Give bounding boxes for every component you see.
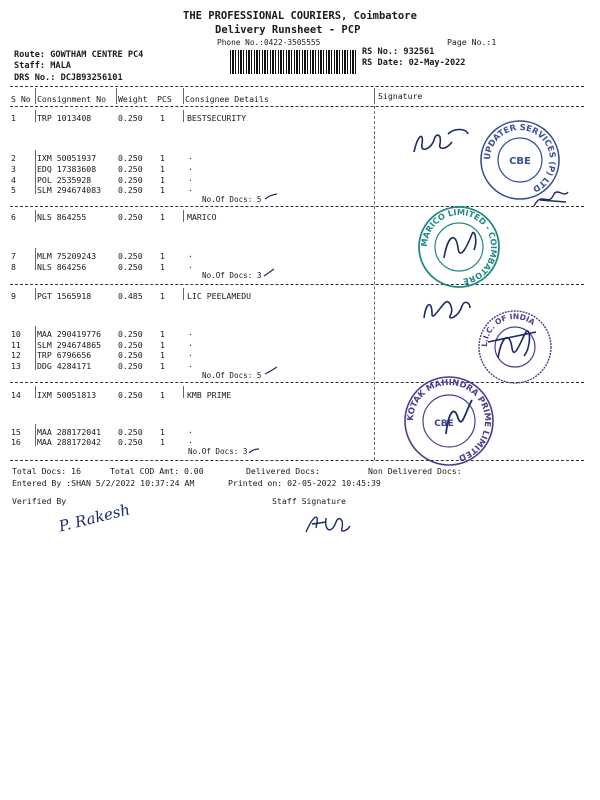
row-sno: 3 — [11, 164, 16, 174]
row-sno: 5 — [11, 185, 16, 195]
row-divider — [35, 150, 36, 194]
svg-text:CBE: CBE — [509, 156, 531, 167]
row-consignment: EDQ 17383608 — [37, 164, 97, 174]
row-divider — [35, 248, 36, 270]
row-consignment: NLS 864256 — [37, 262, 87, 272]
staff-label: Staff: MALA — [14, 61, 71, 71]
row-weight: 0.250 — [118, 437, 143, 447]
col-weight: Weight — [118, 94, 148, 104]
row-weight: 0.250 — [118, 340, 143, 350]
row-pcs: 1 — [160, 390, 165, 400]
row-consignment: SLM 294674865 — [37, 340, 102, 350]
rs-date: RS Date: 02-May-2022 — [362, 58, 466, 68]
row-sno: 12 — [11, 350, 21, 360]
row-divider — [35, 110, 36, 122]
row-divider — [35, 210, 36, 222]
row-weight: 0.250 — [118, 350, 143, 360]
document-title: Delivery Runsheet - PCP — [215, 24, 361, 36]
total-cod: Total COD Amt: 0.00 — [110, 466, 204, 476]
tick-mark — [264, 193, 278, 201]
row-weight: 0.250 — [118, 329, 143, 339]
row-sno: 1 — [11, 113, 16, 123]
non-delivered-docs: Non Delivered Docs: — [368, 466, 462, 476]
row-divider — [35, 386, 36, 398]
row-consignment: POL 2535928 — [37, 175, 92, 185]
col-divider — [374, 88, 375, 104]
row-consignment: MAA 288172041 — [37, 427, 102, 437]
row-pcs: 1 — [160, 185, 165, 195]
row-pcs: 1 — [160, 291, 165, 301]
svg-text:CBE: CBE — [434, 419, 454, 429]
row-marker: . — [188, 249, 193, 259]
consignee-signature — [420, 292, 474, 326]
docs-count: No.Of Docs: 5 — [202, 371, 262, 380]
row-pcs: 1 — [160, 437, 165, 447]
company-name: THE PROFESSIONAL COURIERS, Coimbatore — [183, 10, 417, 22]
row-divider — [183, 210, 184, 222]
entered-by: Entered By :SHAN 5/2/2022 10:37:24 AM — [12, 478, 195, 488]
drs-number: DRS No.: DCJB93256101 — [14, 73, 123, 83]
row-marker: . — [188, 260, 193, 270]
row-pcs: 1 — [160, 153, 165, 163]
row-sno: 10 — [11, 329, 21, 339]
svg-text:L.I.C. OF INDIA: L.I.C. OF INDIA — [479, 311, 537, 348]
row-marker: . — [188, 162, 193, 172]
row-consignment: PGT 1565918 — [37, 291, 92, 301]
row-sno: 16 — [11, 437, 21, 447]
row-consignment: IXM 50051813 — [37, 390, 97, 400]
consignee-signature — [530, 186, 572, 212]
consignee-signature — [408, 124, 470, 160]
row-weight: 0.250 — [118, 175, 143, 185]
row-sno: 7 — [11, 251, 16, 261]
row-consignment: DDG 4284171 — [37, 361, 92, 371]
consignee-name: KMB PRIME — [187, 390, 232, 400]
marico-stamp — [416, 204, 502, 292]
row-divider — [183, 288, 184, 300]
row-pcs: 1 — [160, 427, 165, 437]
col-divider — [35, 88, 36, 104]
row-marker: . — [188, 151, 193, 161]
row-pcs: 1 — [160, 175, 165, 185]
row-weight: 0.250 — [118, 113, 143, 123]
row-pcs: 1 — [160, 212, 165, 222]
col-divider — [116, 88, 117, 104]
kotak-mahindra-stamp — [402, 374, 496, 470]
col-pcs: PCS — [157, 94, 172, 104]
table-bottom-rule — [10, 460, 584, 461]
row-consignment: SLM 294674083 — [37, 185, 102, 195]
row-weight: 0.250 — [118, 390, 143, 400]
row-pcs: 1 — [160, 361, 165, 371]
rs-number: RS No.: 932561 — [362, 47, 435, 57]
row-consignment: IXM 50051937 — [37, 153, 97, 163]
row-weight: 0.250 — [118, 185, 143, 195]
col-consignment: Consignment No — [37, 94, 107, 104]
col-consignee: Consignee Details — [185, 94, 269, 104]
row-divider — [35, 326, 36, 370]
svg-text:MARICO LIMITED - COIMBATORE: MARICO LIMITED - COIMBATORE — [418, 206, 500, 287]
row-sno: 8 — [11, 262, 16, 272]
row-marker: . — [188, 338, 193, 348]
row-weight: 0.250 — [118, 262, 143, 272]
row-marker: . — [188, 359, 193, 369]
row-marker: . — [188, 327, 193, 337]
row-marker: . — [188, 435, 193, 445]
row-consignment: TRP 6796656 — [37, 350, 92, 360]
delivered-docs: Delivered Docs: — [246, 466, 320, 476]
consignee-name: LIC PEELAMEDU — [187, 291, 252, 301]
row-pcs: 1 — [160, 329, 165, 339]
row-sno: 11 — [11, 340, 21, 350]
row-pcs: 1 — [160, 350, 165, 360]
row-weight: 0.250 — [118, 212, 143, 222]
row-sno: 6 — [11, 212, 16, 222]
barcode — [230, 50, 358, 74]
svg-text:KOTAK MAHINDRA PRIME LIMITED: KOTAK MAHINDRA PRIME LIMITED — [404, 376, 494, 464]
signature-column-divider — [374, 106, 375, 460]
header-rule-top — [10, 86, 584, 87]
row-divider — [35, 288, 36, 300]
row-consignment: NLS 864255 — [37, 212, 87, 222]
tick-mark — [264, 366, 278, 376]
row-consignment: MLM 75209243 — [37, 251, 97, 261]
docs-count: No.Of Docs: 5 — [202, 195, 262, 204]
row-pcs: 1 — [160, 251, 165, 261]
row-weight: 0.250 — [118, 427, 143, 437]
row-divider — [35, 424, 36, 446]
row-sno: 9 — [11, 291, 16, 301]
printed-on: Printed on: 02-05-2022 10:45:39 — [228, 478, 381, 488]
row-marker: . — [188, 348, 193, 358]
phone-number: Phone No.:0422-3505555 — [217, 38, 321, 47]
row-weight: 0.250 — [118, 153, 143, 163]
row-weight: 0.250 — [118, 251, 143, 261]
page-number: Page No.:1 — [447, 37, 497, 47]
row-marker: . — [188, 183, 193, 193]
row-marker: . — [188, 425, 193, 435]
row-pcs: 1 — [160, 340, 165, 350]
row-sno: 15 — [11, 427, 21, 437]
staff-signature — [302, 508, 354, 538]
row-sno: 13 — [11, 361, 21, 371]
row-consignment: TRP 1013408 — [37, 113, 92, 123]
tick-mark — [248, 446, 260, 454]
consignee-name: MARICO — [187, 212, 217, 222]
header-rule-bottom — [10, 106, 584, 107]
row-sno: 2 — [11, 153, 16, 163]
row-consignment: MAA 288172042 — [37, 437, 102, 447]
col-sno: S No — [11, 94, 31, 104]
tick-mark — [263, 268, 275, 278]
row-divider — [183, 386, 184, 398]
row-weight: 0.250 — [118, 361, 143, 371]
docs-count: No.Of Docs: 3 — [188, 447, 248, 456]
row-sno: 14 — [11, 390, 21, 400]
svg-text:UPDATER SERVICES (P) LTD: UPDATER SERVICES (P) LTD — [481, 121, 559, 195]
total-docs: Total Docs: 16 — [12, 466, 82, 476]
row-pcs: 1 — [160, 262, 165, 272]
row-pcs: 1 — [160, 164, 165, 174]
row-marker: . — [188, 173, 193, 183]
route-label: Route: GOWTHAM CENTRE PC4 — [14, 50, 144, 60]
row-weight: 0.250 — [118, 164, 143, 174]
consignee-name: BESTSECURITY — [187, 113, 247, 123]
staff-signature-label: Staff Signature — [272, 496, 346, 506]
verifier-signature: P. Rakesh — [57, 500, 132, 536]
col-signature: Signature — [378, 91, 423, 101]
row-pcs: 1 — [160, 113, 165, 123]
row-divider — [183, 110, 184, 122]
row-sno: 4 — [11, 175, 16, 185]
col-divider — [183, 88, 184, 104]
row-weight: 0.485 — [118, 291, 143, 301]
row-consignment: MAA 290419776 — [37, 329, 102, 339]
docs-count: No.Of Docs: 3 — [202, 271, 262, 280]
verified-by-label: Verified By — [12, 496, 67, 506]
